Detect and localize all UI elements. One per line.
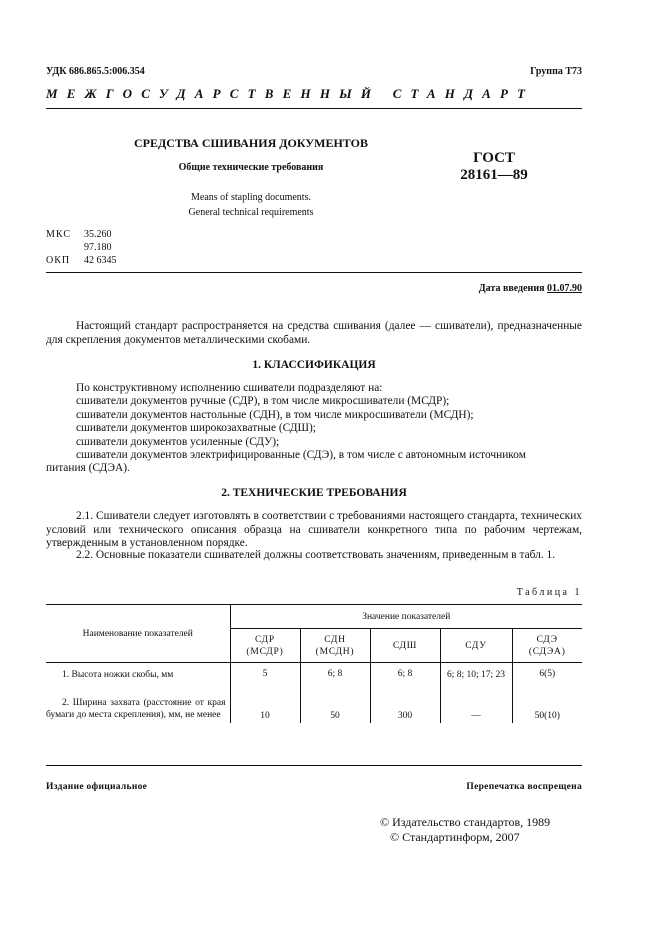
introduction-date: [479, 283, 582, 294]
classification-lead: По конструктивному исполнению сшиватели подразделяют на:: [76, 382, 383, 394]
codes-divider: [46, 272, 582, 273]
table-cell: 10: [230, 691, 300, 723]
gost-number: 28161—89: [460, 167, 528, 183]
paragraph-2-1: 2.1. Сшиватели следует изготовлять в соответствии с требованиями настоящего стандарта, технических условий или технического описания образца на сшиватели конкретного типа по рабочим чертежам, утвержденным в установленном порядке.: [46, 510, 582, 549]
code-key: [46, 241, 84, 254]
copyright-line-2: © Стандартинформ, 2007: [390, 830, 520, 844]
table-cell: 6; 8: [300, 663, 370, 692]
list-item: сшиватели документов усиленные (СДУ);: [76, 435, 280, 448]
list-item: сшиватели документов электрифицированные (СДЭ), в том числе с автономным источником: [76, 449, 526, 462]
column-header-line-2: (МСДР): [246, 646, 284, 657]
table-cell: 5: [230, 663, 300, 692]
list-item-continuation: питания (СДЭА).: [46, 462, 130, 475]
table-row: [46, 691, 582, 723]
table-cell: 6(5): [512, 663, 582, 692]
paragraph-2-2: 2.2. Основные показатели сшивателей должны соответствовать значениям, приведенным в табл. 1.: [76, 549, 556, 561]
table-cell: 6; 8: [370, 663, 440, 692]
list-item: сшиватели документов настольные (СДН), в том числе микросшиватели (МСДН);: [76, 408, 474, 421]
gost-label: ГОСТ: [473, 150, 515, 166]
introduction-date-value: 01.07.90: [547, 283, 582, 294]
column-header: [300, 629, 370, 663]
column-header-line-2: (МСДН): [315, 646, 355, 657]
standard-banner: МЕЖГОСУДАРСТВЕННЫЙ СТАНДАРТ: [46, 86, 535, 101]
column-header-line-1: СДЭ: [536, 634, 558, 645]
intro-paragraph: Настоящий стандарт распространяется на средства сшивания (далее — сшиватели), предназначенные для скрепления документов металлическими скобами.: [46, 320, 582, 346]
column-header: [512, 629, 582, 663]
column-header: [370, 629, 440, 663]
column-header-line-1: СДР: [254, 634, 276, 645]
table-label: Таблица 1: [516, 587, 582, 598]
row-name: 1. Высота ножки скобы, мм: [62, 670, 174, 680]
section-2-heading: 2. ТЕХНИЧЕСКИЕ ТРЕБОВАНИЯ: [221, 487, 407, 499]
table-cell: 50: [300, 691, 370, 723]
introduction-date-label: Дата введения: [478, 283, 545, 294]
row-name: 2. Ширина захвата (расстояние от края бумаги до места скрепления), мм, не менее: [46, 698, 226, 720]
column-header-line-2: (СДЭА): [528, 646, 566, 657]
section-1-heading: 1. КЛАССИФИКАЦИЯ: [252, 359, 376, 371]
column-header-line-1: СДШ: [392, 640, 418, 651]
gost-designation: [444, 150, 544, 184]
footer-divider: [46, 765, 582, 766]
table-cell: —: [440, 691, 512, 723]
list-item: сшиватели документов ручные (СДР), в том числе микросшиватели (МСДР);: [76, 395, 450, 408]
code-row: [46, 241, 117, 254]
column-header-name: Наименование показателей: [46, 605, 230, 663]
table-cell: 6; 8; 10; 17; 23: [440, 663, 512, 692]
column-header-line-1: СДН: [324, 634, 346, 645]
document-subtitle: Общие технические требования: [178, 162, 324, 173]
header-divider: [46, 108, 582, 109]
edition-note: Издание официальное: [46, 782, 148, 792]
list-item: сшиватели документов широкозахватные (СДШ);: [76, 422, 316, 435]
classification-list: [46, 382, 582, 476]
table-cell: 300: [370, 691, 440, 723]
udk-code: УДК 686.865.5:006.354: [46, 66, 145, 77]
classification-codes: [46, 228, 117, 267]
document-title: СРЕДСТВА СШИВАНИЯ ДОКУМЕНТОВ: [134, 136, 368, 150]
table-cell: 50(10): [512, 691, 582, 723]
group-code: Группа Т73: [530, 66, 582, 77]
copyright-line-1: © Издательство стандартов, 1989: [380, 815, 551, 829]
english-title: [46, 190, 456, 220]
table-row: [46, 663, 582, 692]
column-header: [230, 629, 300, 663]
reprint-note: Перепечатка воспрещена: [466, 782, 582, 792]
code-value: 97.180: [84, 242, 112, 253]
column-header: [440, 629, 512, 663]
code-row: [46, 254, 117, 267]
column-header-line-1: СДУ: [465, 640, 487, 651]
copyright-block: [380, 815, 550, 845]
code-value: 35.260: [84, 229, 112, 240]
code-key: ОКП: [46, 255, 71, 266]
code-value: 42 6345: [84, 255, 117, 266]
english-title-line-2: General technical requirements: [188, 207, 314, 218]
indicators-table: [46, 604, 582, 723]
english-title-line-1: Means of stapling documents.: [191, 192, 311, 203]
code-row: [46, 228, 117, 241]
column-group-header: Значение показателей: [230, 605, 582, 629]
code-key: МКС: [46, 229, 71, 240]
